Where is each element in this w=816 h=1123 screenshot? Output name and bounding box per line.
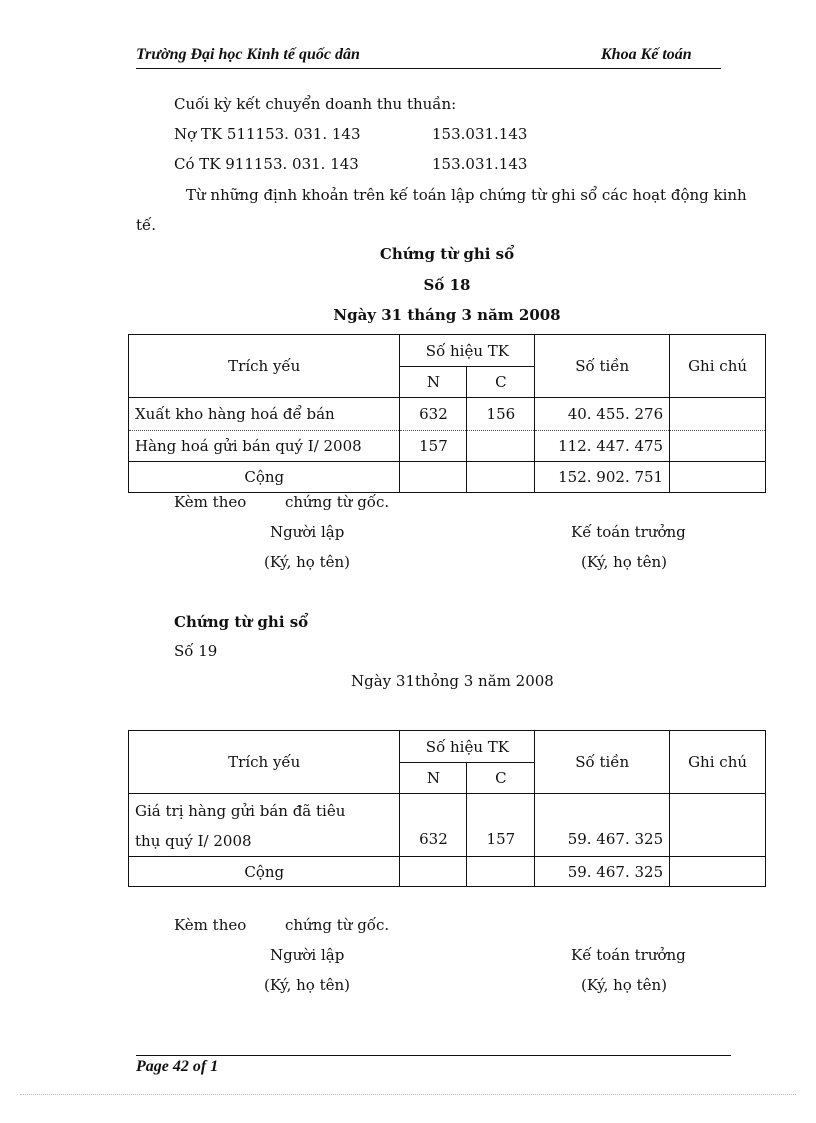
row-amount: 59. 467. 325 [535, 794, 670, 857]
debit-entry-label: Nợ TK 511153. 031. 143 [174, 125, 361, 143]
row-summary-line-2: thụ quý I/ 2008 [135, 832, 252, 850]
table-row [129, 794, 766, 857]
credit-entry-label: Có TK 911153. 031. 143 [174, 155, 359, 173]
header-summary: Trích yếu [129, 731, 400, 794]
voucher-18-table [128, 334, 766, 493]
table-row [129, 431, 766, 462]
row-note [670, 398, 766, 431]
voucher-18-chief-sign: (Ký, họ tên) [581, 553, 667, 571]
header-credit: C [467, 367, 535, 398]
total-credit-empty [467, 857, 535, 887]
voucher-19-table [128, 730, 766, 887]
row-note [670, 794, 766, 857]
header-amount: Số tiền [535, 335, 670, 398]
total-label: Cộng [129, 857, 400, 887]
credit-entry-value: 153.031.143 [432, 155, 528, 173]
voucher-18-number: Số 18 [423, 276, 471, 294]
voucher-18-chief-accountant: Kế toán trưởng [571, 523, 686, 541]
total-credit-empty [467, 462, 535, 493]
total-note-empty [670, 462, 766, 493]
table-row [129, 398, 766, 431]
total-row [129, 857, 766, 887]
voucher-19-chief-sign: (Ký, họ tên) [581, 976, 667, 994]
header-note: Ghi chú [670, 335, 766, 398]
header-faculty-name: Khoa Kế toán [601, 46, 692, 63]
debit-entry-value: 153.031.143 [432, 125, 528, 143]
header-debit: N [400, 763, 467, 794]
row-summary [129, 794, 400, 857]
total-amount: 59. 467. 325 [535, 857, 670, 887]
voucher-18-preparer: Người lập [270, 523, 345, 541]
header-debit: N [400, 367, 467, 398]
voucher-19-preparer: Người lập [270, 946, 345, 964]
voucher-18-date: Ngày 31 tháng 3 năm 2008 [333, 306, 561, 324]
row-credit [467, 431, 535, 462]
voucher-19-title: Chứng từ ghi sổ [174, 613, 309, 631]
total-debit-empty [400, 462, 467, 493]
intro-line-1: Cuối kỳ kết chuyển doanh thu thuần: [174, 95, 457, 113]
header-divider [136, 68, 721, 69]
total-note-empty [670, 857, 766, 887]
total-debit-empty [400, 857, 467, 887]
row-debit: 632 [400, 398, 467, 431]
row-summary: Hàng hoá gửi bán quý I/ 2008 [129, 431, 400, 462]
header-credit: C [467, 763, 535, 794]
header-amount: Số tiền [535, 731, 670, 794]
voucher-18-title: Chứng từ ghi sổ [379, 245, 515, 263]
voucher-18-attach-suffix: chứng từ gốc. [285, 493, 390, 511]
total-row [129, 462, 766, 493]
total-label: Cộng [129, 462, 400, 493]
row-credit: 157 [467, 794, 535, 857]
voucher-18-preparer-sign: (Ký, họ tên) [264, 553, 350, 571]
voucher-19-chief-accountant: Kế toán trưởng [571, 946, 686, 964]
row-note [670, 431, 766, 462]
row-summary-line-1: Giá trị hàng gửi bán đã tiêu [135, 802, 346, 820]
voucher-18-attach-prefix: Kèm theo [174, 493, 247, 511]
voucher-19-attach-prefix: Kèm theo [174, 916, 247, 934]
row-summary: Xuất kho hàng hoá để bán [129, 398, 400, 431]
row-debit: 157 [400, 431, 467, 462]
header-summary: Trích yếu [129, 335, 400, 398]
header-account-number: Số hiệu TK [400, 731, 535, 763]
intro-paragraph-line-2: tế. [136, 216, 157, 234]
page-number: Page 42 of 1 [136, 1058, 219, 1075]
voucher-19-attach-suffix: chứng từ gốc. [285, 916, 390, 934]
header-school-name: Trường Đại học Kinh tế quốc dân [136, 46, 360, 63]
row-credit: 156 [467, 398, 535, 431]
voucher-19-preparer-sign: (Ký, họ tên) [264, 976, 350, 994]
voucher-19-date: Ngày 31thỏng 3 năm 2008 [351, 672, 554, 690]
footer-divider [136, 1055, 731, 1056]
page-bottom-edge [20, 1094, 796, 1095]
row-debit: 632 [400, 794, 467, 857]
total-amount: 152. 902. 751 [535, 462, 670, 493]
intro-paragraph-line-1: Từ những định khoản trên kế toán lập chứng từ ghi sổ các hoạt động kinh [186, 186, 747, 204]
row-amount: 40. 455. 276 [535, 398, 670, 431]
header-account-number: Số hiệu TK [400, 335, 535, 367]
row-amount: 112. 447. 475 [535, 431, 670, 462]
header-note: Ghi chú [670, 731, 766, 794]
voucher-19-number: Số 19 [174, 642, 218, 660]
